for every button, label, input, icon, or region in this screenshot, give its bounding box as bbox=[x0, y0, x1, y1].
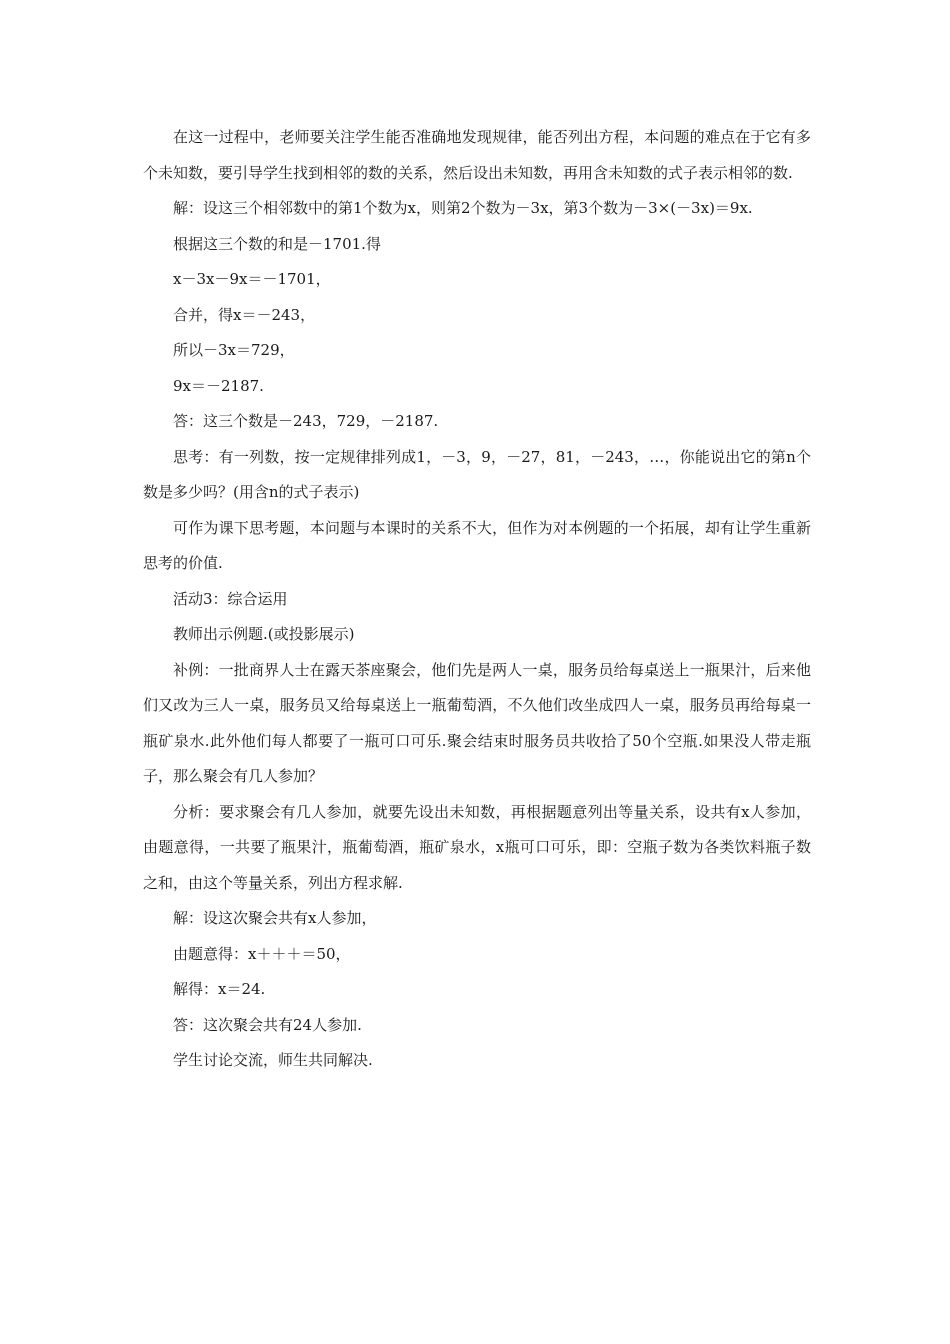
paragraph-discussion: 学生讨论交流，师生共同解决. bbox=[173, 1051, 373, 1069]
equation-line: x－3x－9x＝－1701， bbox=[173, 270, 331, 288]
paragraph-solution-2: 解：设这次聚会共有x人参加， bbox=[173, 909, 377, 927]
paragraph-example-intro: 教师出示例题.(或投影展示) bbox=[173, 625, 355, 643]
equation-line: 解得：x＝24. bbox=[173, 980, 266, 998]
paragraph-sum-condition: 根据这三个数的和是－1701.得 bbox=[173, 234, 381, 253]
paragraph-supplementary-example: 补例：一批商界人士在露天茶座聚会，他们先是两人一桌，服务员给每桌送上一瓶果汁，后来他们又改为三人一桌，服务员又给每桌送上一瓶葡萄酒，不久他们改坐成四人一桌，服务员再给每桌一瓶矿泉水.此外他们每人都要了一瓶可口可乐.聚会结束时服务员共收拾了50个空瓶.如果没人带走瓶子，那么聚会有几人参加？ bbox=[143, 660, 811, 785]
section-heading-activity-3: 活动3：综合运用 bbox=[173, 589, 288, 608]
paragraph-answer: 答：这三个数是－243，729，－2187. bbox=[173, 412, 439, 430]
paragraph-analysis: 分析：要求聚会有几人参加，就要先设出未知数，再根据题意列出等量关系，设共有x人参加，由题意得，一共要了瓶果汁，瓶葡萄酒，瓶矿泉水，x瓶可口可乐，即：空瓶子数为各类饮料瓶子数之和，由这个等量关系，列出方程求解. bbox=[143, 802, 811, 892]
paragraph-solution-setup: 解：设这三个相邻数中的第1个数为x，则第2个数为－3x，第3个数为－3×(－3x)＝9x. bbox=[173, 199, 753, 217]
paragraph-think: 思考：有一列数，按一定规律排列成1，－3，9，－27，81，－243，…，你能说出它的第n个数是多少吗？(用含n的式子表示) bbox=[143, 447, 811, 501]
equation-line: 由题意得：x＋＋＋＝50， bbox=[173, 944, 351, 963]
paragraph-extension: 可作为课下思考题，本问题与本课时的关系不大，但作为对本例题的一个拓展，却有让学生重新思考的价值. bbox=[143, 518, 811, 572]
equation-line: 合并，得x＝－243， bbox=[173, 305, 316, 324]
paragraph-answer-2: 答：这次聚会共有24人参加. bbox=[173, 1015, 362, 1034]
paragraph-teacher-note: 在这一过程中，老师要关注学生能否准确地发现规律，能否列出方程，本问题的难点在于它有多个未知数，要引导学生找到相邻的数的关系，然后设出未知数，再用含未知数的式子表示相邻的数. bbox=[143, 128, 811, 182]
equation-line: 9x＝－2187. bbox=[173, 376, 264, 395]
equation-line: 所以－3x＝729， bbox=[173, 341, 295, 359]
document-body bbox=[143, 120, 811, 1079]
